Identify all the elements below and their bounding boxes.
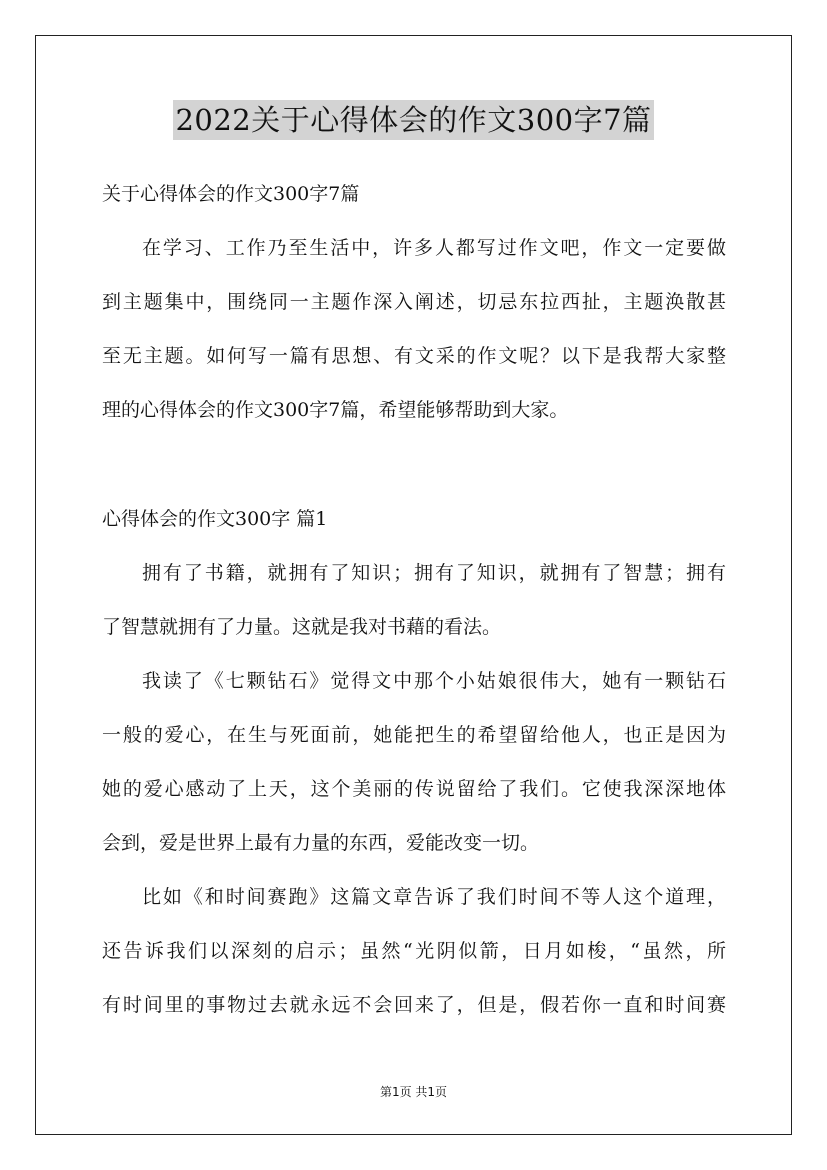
intro-line: 至无主题。如何写一篇有思想、有文采的作文呢？以下是我帮大家整 — [102, 345, 726, 367]
paragraph-line: 一般的爱心，在生与死面前，她能把生的希望留给他人，也正是因为 — [102, 724, 726, 746]
paragraph-line: 了智慧就拥有了力量。这就是我对书藉的看法。 — [102, 616, 502, 638]
intro-line: 在学习、工作乃至生活中，许多人都写过作文吧，作文一定要做 — [142, 237, 726, 259]
title-container — [0, 100, 827, 140]
page-footer: 第1页 共1页 — [379, 1085, 448, 1099]
document-title: 2022关于心得体会的作文300字7篇 — [173, 100, 653, 140]
paragraph-line: 拥有了书籍，就拥有了知识；拥有了知识，就拥有了智慧；拥有 — [142, 562, 726, 584]
paragraph-line: 有时间里的事物过去就永远不会回来了，但是，假若你一直和时间赛 — [102, 994, 726, 1016]
paragraph-line: 会到，爱是世界上最有力量的东西，爱能改变一切。 — [102, 832, 540, 854]
paragraph-line: 比如《和时间赛跑》这篇文章告诉了我们时间不等人这个道理， — [142, 886, 726, 908]
paragraph-line: 还告诉我们以深刻的启示；虽然“光阴似箭，日月如梭，“虽然，所 — [102, 940, 726, 962]
document-subtitle: 关于心得体会的作文300字7篇 — [102, 183, 360, 205]
intro-line: 理的心得体会的作文300字7篇，希望能够帮助到大家。 — [102, 399, 569, 421]
paragraph-line: 她的爱心感动了上天，这个美丽的传说留给了我们。它使我深深地体 — [102, 778, 726, 800]
intro-line: 到主题集中，围绕同一主题作深入阐述，切忌东拉西扯，主题涣散甚 — [102, 291, 726, 313]
paragraph-line: 我读了《七颗钻石》觉得文中那个小姑娘很伟大，她有一颗钻石 — [142, 670, 726, 692]
section-heading: 心得体会的作文300字 篇1 — [102, 508, 328, 530]
